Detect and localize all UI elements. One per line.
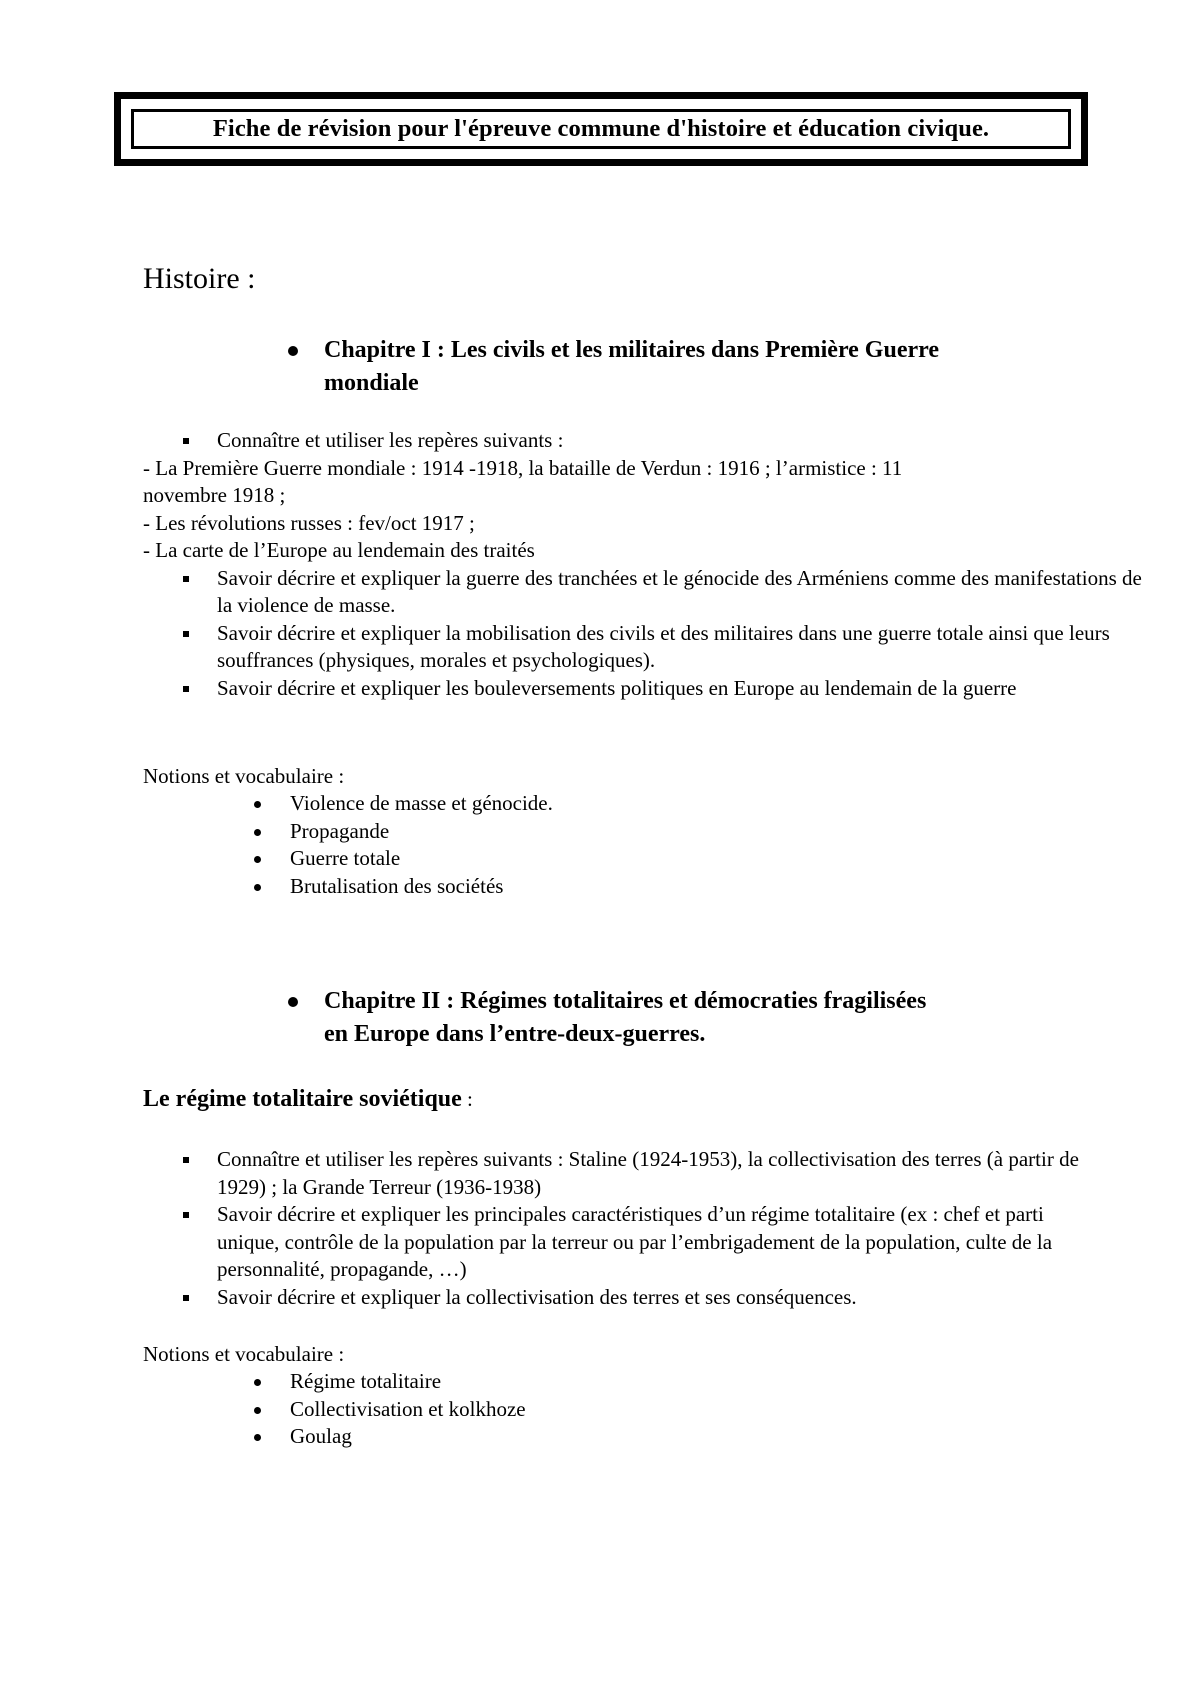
bullet-dot-icon <box>254 1407 261 1414</box>
chapter1-title-line1: Chapitre I : Les civils et les militaires dans Première Guerre <box>324 337 939 363</box>
objective-text: Savoir décrire et expliquer les bouleversements politiques en Europe au lendemain de la guerre <box>217 675 1017 700</box>
square-bullet-icon <box>183 1157 189 1163</box>
chapter1-notions-title: Notions et vocabulaire : <box>143 764 345 788</box>
list-item <box>143 1201 1083 1284</box>
objective-text: Connaître et utiliser les repères suivants : Staline (1924-1953), la collectivisation des terres (à partir de 1929) ; la Grande Terreur (1936-1938) <box>217 1147 1079 1199</box>
square-bullet-icon <box>183 576 189 582</box>
chapter2-notions-list <box>143 1368 526 1451</box>
section-title-histoire: Histoire : <box>143 262 256 295</box>
objective-text: Savoir décrire et expliquer la collectivisation des terres et ses conséquences. <box>217 1284 857 1309</box>
chapter1-notions-list <box>143 790 553 900</box>
chapter1-reperes <box>143 427 1142 702</box>
subheading-text: Le régime totalitaire soviétique <box>143 1086 462 1112</box>
chapter2-subheading <box>143 1084 473 1114</box>
bullet-dot-icon <box>254 829 261 836</box>
square-bullet-icon <box>183 631 189 637</box>
reperes-line: - La carte de l’Europe au lendemain des traités <box>143 538 535 562</box>
chapter2-heading <box>324 985 1084 1051</box>
list-item <box>143 675 1143 703</box>
bullet-dot-icon <box>254 1434 261 1441</box>
square-bullet-icon <box>183 1212 189 1218</box>
objective-text: Savoir décrire et expliquer les principales caractéristiques d’un régime totalitaire (ex : chef et parti unique, contrôle de la population par la terreur ou par l’embrigadement de la population, culte de la personnalité, propagande, …) <box>217 1202 1053 1281</box>
list-item <box>143 1284 1083 1312</box>
list-item <box>143 1146 1083 1201</box>
chapter1-heading <box>324 334 1084 400</box>
notion-text: Goulag <box>290 1424 352 1448</box>
objective-text: Savoir décrire et expliquer la guerre des tranchées et le génocide des Arméniens comme des manifestations de la violence de masse. <box>217 565 1142 617</box>
notion-text: Violence de masse et génocide. <box>290 791 553 815</box>
chapter2-title-line1: Chapitre II : Régimes totalitaires et démocraties fragilisées <box>324 988 927 1014</box>
subheading-suffix: : <box>461 1087 473 1111</box>
list-item <box>143 620 1143 675</box>
bullet-dot-icon <box>254 801 261 808</box>
reperes-intro: Connaître et utiliser les repères suivants : <box>217 428 564 452</box>
square-bullet-icon <box>183 686 189 692</box>
notion-text: Collectivisation et kolkhoze <box>290 1396 526 1421</box>
bullet-dot-icon <box>288 997 298 1007</box>
bullet-dot-icon <box>254 884 261 891</box>
list-item <box>143 1423 526 1451</box>
bullet-dot-icon <box>254 856 261 863</box>
reperes-line: - Les révolutions russes : fev/oct 1917 ; <box>143 510 475 535</box>
reperes-line: novembre 1918 ; <box>143 483 286 507</box>
document-title: Fiche de révision pour l'épreuve commune d'histoire et éducation civique. <box>131 109 1071 149</box>
title-frame <box>114 92 1088 166</box>
chapter2-title-line2: en Europe dans l’entre-deux-guerres. <box>324 1021 706 1047</box>
list-item <box>143 1368 526 1396</box>
list-item <box>143 790 553 818</box>
chapter2-notions-title: Notions et vocabulaire : <box>143 1342 345 1366</box>
list-item <box>143 427 1073 455</box>
notion-text: Brutalisation des sociétés <box>290 873 504 898</box>
bullet-dot-icon <box>288 346 298 356</box>
square-bullet-icon <box>183 1295 189 1301</box>
notion-text: Régime totalitaire <box>290 1369 442 1393</box>
list-item <box>143 845 553 873</box>
chapter1-objectives <box>143 565 1143 703</box>
chapter1-title-line2: mondiale <box>324 370 419 396</box>
square-bullet-icon <box>183 438 189 444</box>
notion-text: Guerre totale <box>290 846 401 870</box>
list-item <box>143 873 553 901</box>
notion-text: Propagande <box>290 818 390 843</box>
chapter2-objectives <box>143 1146 1083 1311</box>
list-item <box>143 818 553 846</box>
bullet-dot-icon <box>254 1379 261 1386</box>
list-item <box>143 1396 526 1424</box>
reperes-line: - La Première Guerre mondiale : 1914 -1918, la bataille de Verdun : 1916 ; l’armistice : 11 <box>143 455 903 480</box>
list-item <box>143 565 1143 620</box>
objective-text: Savoir décrire et expliquer la mobilisation des civils et des militaires dans une guerre totale ainsi que leurs souffrances (physiques, morales et psychologiques). <box>217 620 1110 672</box>
